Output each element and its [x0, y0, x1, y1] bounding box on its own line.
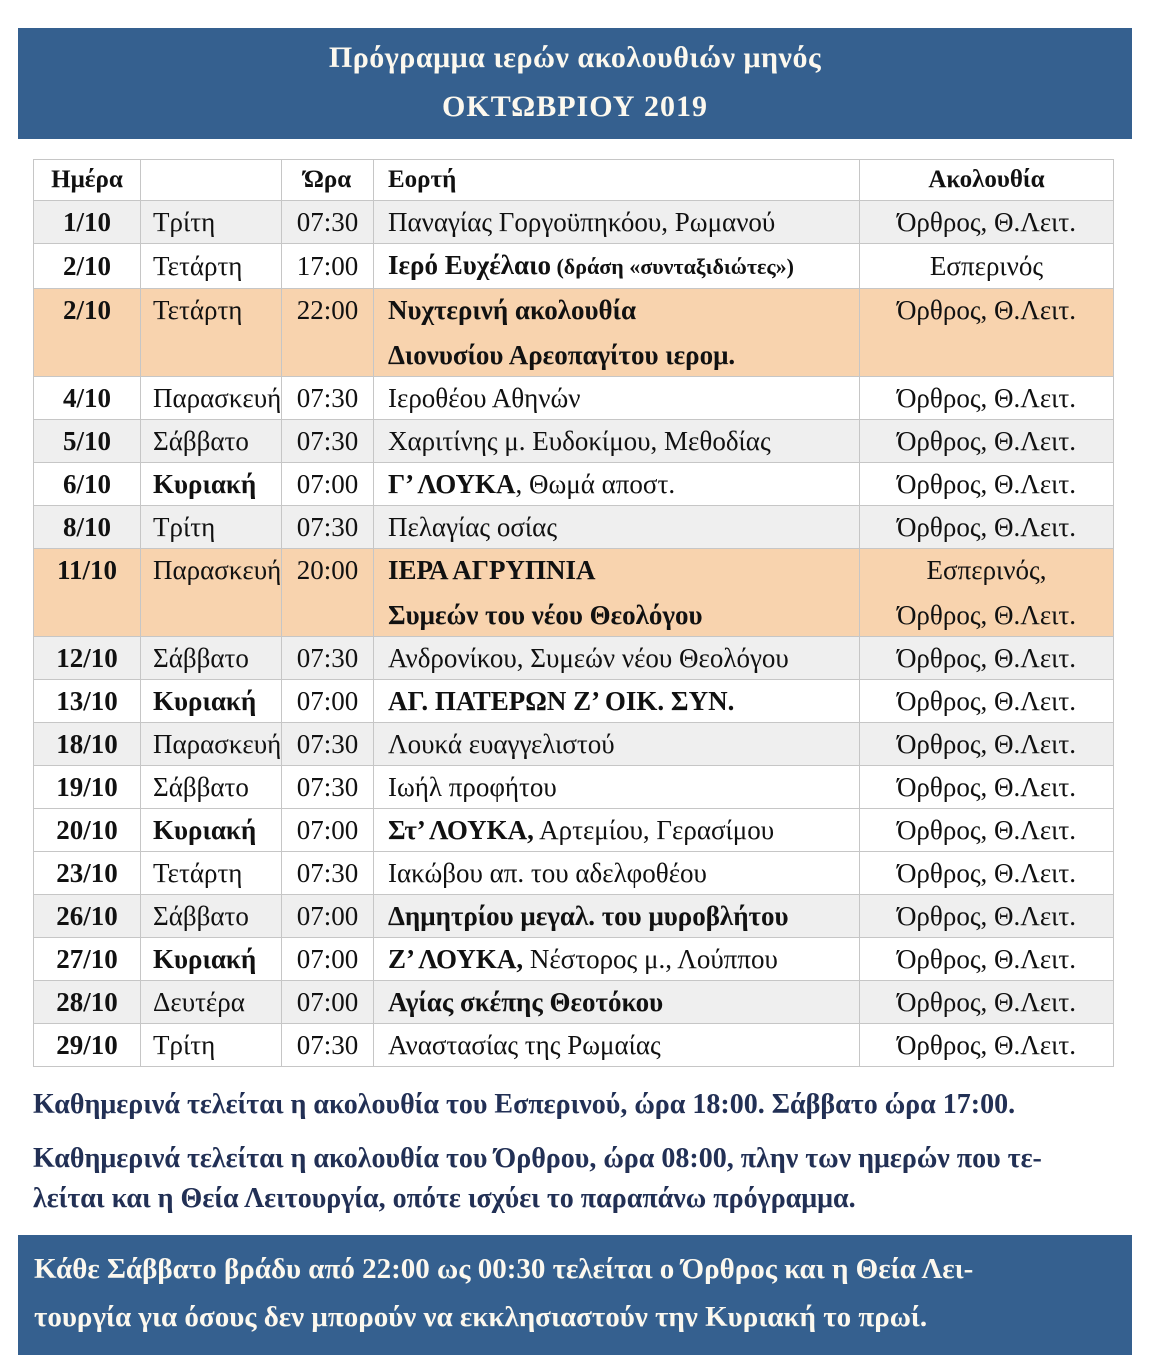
feast-line: [388, 683, 851, 719]
table-row: [34, 680, 1114, 723]
table-row: [34, 895, 1114, 938]
feast-text: Πελαγίας οσίας: [388, 512, 558, 542]
cell-date: 19/10: [34, 766, 141, 809]
cell-weekday: Σάββατο: [141, 637, 282, 680]
feast-text: Στ’ ΛΟΥΚΑ,: [388, 815, 534, 845]
note-vespers: Καθημερινά τελείται η ακολουθία του Εσπερινού, ώρα 18:00. Σάββατο ώρα 17:00.: [33, 1089, 1016, 1120]
cell-date: 8/10: [34, 506, 141, 549]
feast-line: [388, 726, 851, 762]
service-line: Όρθρος, Θ.Λειτ.: [896, 686, 1077, 716]
service-line: Όρθρος, Θ.Λειτ.: [896, 643, 1077, 673]
cell-feast: [374, 1024, 860, 1067]
cell-service: [860, 377, 1114, 420]
cell-date: 26/10: [34, 895, 141, 938]
cell-service: [860, 938, 1114, 981]
feast-text: Συμεών του νέου Θεολόγου: [388, 600, 703, 630]
table-row: [34, 1024, 1114, 1067]
schedule-table-header: [34, 160, 1114, 201]
cell-feast: [374, 201, 860, 244]
cell-feast: [374, 766, 860, 809]
cell-weekday: Σάββατο: [141, 895, 282, 938]
header-time: Ώρα: [282, 160, 374, 201]
table-row: [34, 463, 1114, 506]
cell-feast: [374, 680, 860, 723]
feast-text: Γ’ ΛΟΥΚΑ: [388, 469, 516, 499]
feast-text: Ιακώβου απ. του αδελφοθέου: [388, 858, 707, 888]
cell-time: 07:00: [282, 809, 374, 852]
cell-time: 07:30: [282, 506, 374, 549]
cell-time: 07:30: [282, 377, 374, 420]
header-feast: Εορτή: [374, 160, 860, 201]
cell-feast: [374, 549, 860, 637]
feast-line: [388, 597, 851, 633]
feast-line: [388, 247, 851, 285]
table-row: [34, 420, 1114, 463]
table-row: [34, 377, 1114, 420]
cell-weekday: Παρασκευή: [141, 549, 282, 637]
cell-feast: [374, 244, 860, 289]
table-row: [34, 637, 1114, 680]
cell-service: [860, 852, 1114, 895]
feast-text: Ιερό Ευχέλαιο: [388, 250, 551, 280]
cell-service: [860, 289, 1114, 377]
service-line: Εσπερινός: [929, 251, 1044, 281]
cell-service: [860, 244, 1114, 289]
cell-feast: [374, 895, 860, 938]
feast-text: Λουκά ευαγγελιστού: [388, 729, 615, 759]
feast-line: [388, 769, 851, 805]
cell-date: 12/10: [34, 637, 141, 680]
feast-line: [388, 466, 851, 502]
cell-time: 07:00: [282, 938, 374, 981]
feast-text: Παναγίας Γοργοϋπηκόου, Ρωμανού: [388, 207, 776, 237]
table-row: [34, 244, 1114, 289]
cell-time: 07:30: [282, 420, 374, 463]
service-line: Όρθρος, Θ.Λειτ.: [896, 815, 1077, 845]
feast-text: ΙΕΡΑ ΑΓΡΥΠΝΙΑ: [388, 555, 596, 585]
cell-service: [860, 201, 1114, 244]
service-line: Όρθρος, Θ.Λειτ.: [896, 426, 1077, 456]
cell-date: 1/10: [34, 201, 141, 244]
cell-time: 07:00: [282, 680, 374, 723]
cell-service: [860, 463, 1114, 506]
service-line: Όρθρος, Θ.Λειτ.: [896, 944, 1077, 974]
cell-feast: [374, 463, 860, 506]
cell-weekday: Τετάρτη: [141, 244, 282, 289]
cell-weekday: Σάββατο: [141, 420, 282, 463]
service-line: Όρθρος, Θ.Λειτ.: [896, 772, 1077, 802]
feast-line: [388, 380, 851, 416]
cell-date: 29/10: [34, 1024, 141, 1067]
service-line: Όρθρος, Θ.Λειτ.: [896, 512, 1077, 542]
cell-time: 07:00: [282, 895, 374, 938]
cell-time: 17:00: [282, 244, 374, 289]
cell-feast: [374, 420, 860, 463]
feast-text: ΑΓ. ΠΑΤΕΡΩΝ Ζ’ ΟΙΚ. ΣΥΝ.: [388, 686, 735, 716]
cell-time: 07:30: [282, 852, 374, 895]
feast-line: [388, 337, 851, 373]
cell-feast: [374, 809, 860, 852]
header-weekday: [141, 160, 282, 201]
table-row: [34, 549, 1114, 637]
title-banner: [18, 28, 1132, 139]
cell-time: 07:30: [282, 766, 374, 809]
cell-date: 18/10: [34, 723, 141, 766]
service-line: Όρθρος, Θ.Λειτ.: [896, 729, 1077, 759]
service-line: Όρθρος, Θ.Λειτ.: [896, 383, 1077, 413]
cell-time: 07:30: [282, 723, 374, 766]
header-day: Ημέρα: [34, 160, 141, 201]
page-title: Πρόγραμμα ιερών ακολουθιών μηνός: [328, 41, 822, 74]
service-line: Εσπερινός,: [926, 555, 1047, 585]
cell-feast: [374, 938, 860, 981]
saturday-night-notice-line2: τουργία για όσους δεν μπορούν να εκκλησιαστούν την Κυριακή το πρωί.: [34, 1301, 928, 1333]
feast-text: Ανδρονίκου, Συμεών νέου Θεολόγου: [388, 643, 789, 673]
schedule-table: [33, 159, 1114, 1067]
cell-weekday: Παρασκευή: [141, 377, 282, 420]
month-title: ΟΚΤΩΒΡΙΟΥ 2019: [442, 90, 708, 123]
table-row: [34, 723, 1114, 766]
cell-weekday: Τετάρτη: [141, 852, 282, 895]
cell-service: [860, 1024, 1114, 1067]
table-row: [34, 201, 1114, 244]
cell-service: [860, 981, 1114, 1024]
table-row: [34, 766, 1114, 809]
cell-service: [860, 766, 1114, 809]
cell-date: 6/10: [34, 463, 141, 506]
cell-feast: [374, 723, 860, 766]
cell-service: [860, 549, 1114, 637]
feast-text: (δράση «συνταξιδιώτες»): [550, 254, 794, 279]
feast-text: , Θωμά αποστ.: [515, 469, 676, 499]
feast-line: [388, 423, 851, 459]
cell-time: 07:30: [282, 1024, 374, 1067]
service-line: Όρθρος, Θ.Λειτ.: [896, 295, 1077, 325]
note-orthros: [33, 1139, 1117, 1219]
table-row: [34, 506, 1114, 549]
note-orthros-line1: Καθημερινά τελείται η ακολουθία του Όρθρου, ώρα 08:00, πλην των ημερών που τε-: [33, 1143, 1042, 1174]
feast-line: [388, 898, 851, 934]
feast-line: [388, 292, 851, 328]
service-line: Όρθρος, Θ.Λειτ.: [896, 469, 1077, 499]
cell-service: [860, 506, 1114, 549]
table-row: [34, 981, 1114, 1024]
service-line: Όρθρος, Θ.Λειτ.: [896, 858, 1077, 888]
cell-service: [860, 680, 1114, 723]
feast-text: Ζ’ ΛΟΥΚΑ,: [388, 944, 524, 974]
table-row: [34, 809, 1114, 852]
cell-feast: [374, 289, 860, 377]
cell-time: 20:00: [282, 549, 374, 637]
feast-text: Νέστορος μ., Λούππου: [523, 944, 778, 974]
feast-line: [388, 509, 851, 545]
feast-text: Αρτεμίου, Γερασίμου: [533, 815, 775, 845]
cell-date: 23/10: [34, 852, 141, 895]
cell-date: 28/10: [34, 981, 141, 1024]
cell-date: 4/10: [34, 377, 141, 420]
table-row: [34, 852, 1114, 895]
feast-text: Δημητρίου μεγαλ. του μυροβλήτου: [388, 901, 789, 931]
cell-time: 07:00: [282, 463, 374, 506]
feast-line: [388, 1027, 851, 1063]
feast-text: Αναστασίας της Ρωμαίας: [388, 1030, 661, 1060]
cell-weekday: Κυριακή: [141, 809, 282, 852]
cell-service: [860, 637, 1114, 680]
feast-text: Νυχτερινή ακολουθία: [388, 295, 637, 325]
note-orthros-line2: λείται και η Θεία Λειτουργία, οπότε ισχύει το παραπάνω πρόγραμμα.: [33, 1183, 856, 1214]
cell-time: 22:00: [282, 289, 374, 377]
cell-feast: [374, 377, 860, 420]
cell-date: 2/10: [34, 244, 141, 289]
service-line: Όρθρος, Θ.Λειτ.: [896, 207, 1077, 237]
cell-service: [860, 895, 1114, 938]
cell-weekday: Τρίτη: [141, 506, 282, 549]
cell-time: 07:30: [282, 637, 374, 680]
cell-weekday: Παρασκευή: [141, 723, 282, 766]
cell-date: 11/10: [34, 549, 141, 637]
cell-weekday: Τρίτη: [141, 1024, 282, 1067]
cell-feast: [374, 506, 860, 549]
cell-weekday: Κυριακή: [141, 938, 282, 981]
cell-weekday: Δευτέρα: [141, 981, 282, 1024]
cell-time: 07:30: [282, 201, 374, 244]
cell-service: [860, 420, 1114, 463]
table-row: [34, 938, 1114, 981]
feast-line: [388, 812, 851, 848]
cell-feast: [374, 852, 860, 895]
cell-service: [860, 809, 1114, 852]
table-row: [34, 289, 1114, 377]
cell-weekday: Τρίτη: [141, 201, 282, 244]
service-line: Όρθρος, Θ.Λειτ.: [896, 987, 1077, 1017]
feast-text: Διονυσίου Αρεοπαγίτου ιερομ.: [388, 340, 736, 370]
cell-date: 20/10: [34, 809, 141, 852]
cell-weekday: Τετάρτη: [141, 289, 282, 377]
feast-line: [388, 855, 851, 891]
feast-line: [388, 640, 851, 676]
schedule-table-body: [34, 201, 1114, 1067]
feast-text: Ιεροθέου Αθηνών: [388, 383, 581, 413]
service-line: Όρθρος, Θ.Λειτ.: [896, 600, 1077, 630]
feast-text: Ιωήλ προφήτου: [388, 772, 557, 802]
cell-date: 13/10: [34, 680, 141, 723]
cell-date: 27/10: [34, 938, 141, 981]
cell-service: [860, 723, 1114, 766]
service-line: Όρθρος, Θ.Λειτ.: [896, 1030, 1077, 1060]
feast-text: Αγίας σκέπης Θεοτόκου: [388, 987, 664, 1017]
cell-feast: [374, 981, 860, 1024]
saturday-night-notice-line1: Κάθε Σάββατο βράδυ από 22:00 ως 00:30 τελείται ο Όρθρος και η Θεία Λει-: [34, 1253, 974, 1285]
saturday-night-notice: [18, 1235, 1132, 1355]
cell-time: 07:00: [282, 981, 374, 1024]
service-line: Όρθρος, Θ.Λειτ.: [896, 901, 1077, 931]
cell-weekday: Κυριακή: [141, 680, 282, 723]
feast-line: [388, 204, 851, 240]
header-service: Ακολουθία: [860, 160, 1114, 201]
feast-line: [388, 941, 851, 977]
feast-line: [388, 552, 851, 588]
cell-feast: [374, 637, 860, 680]
cell-weekday: Σάββατο: [141, 766, 282, 809]
feast-text: Χαριτίνης μ. Ευδοκίμου, Μεθοδίας: [388, 426, 771, 456]
cell-date: 2/10: [34, 289, 141, 377]
cell-date: 5/10: [34, 420, 141, 463]
feast-line: [388, 984, 851, 1020]
cell-weekday: Κυριακή: [141, 463, 282, 506]
header-row: [34, 160, 1114, 201]
